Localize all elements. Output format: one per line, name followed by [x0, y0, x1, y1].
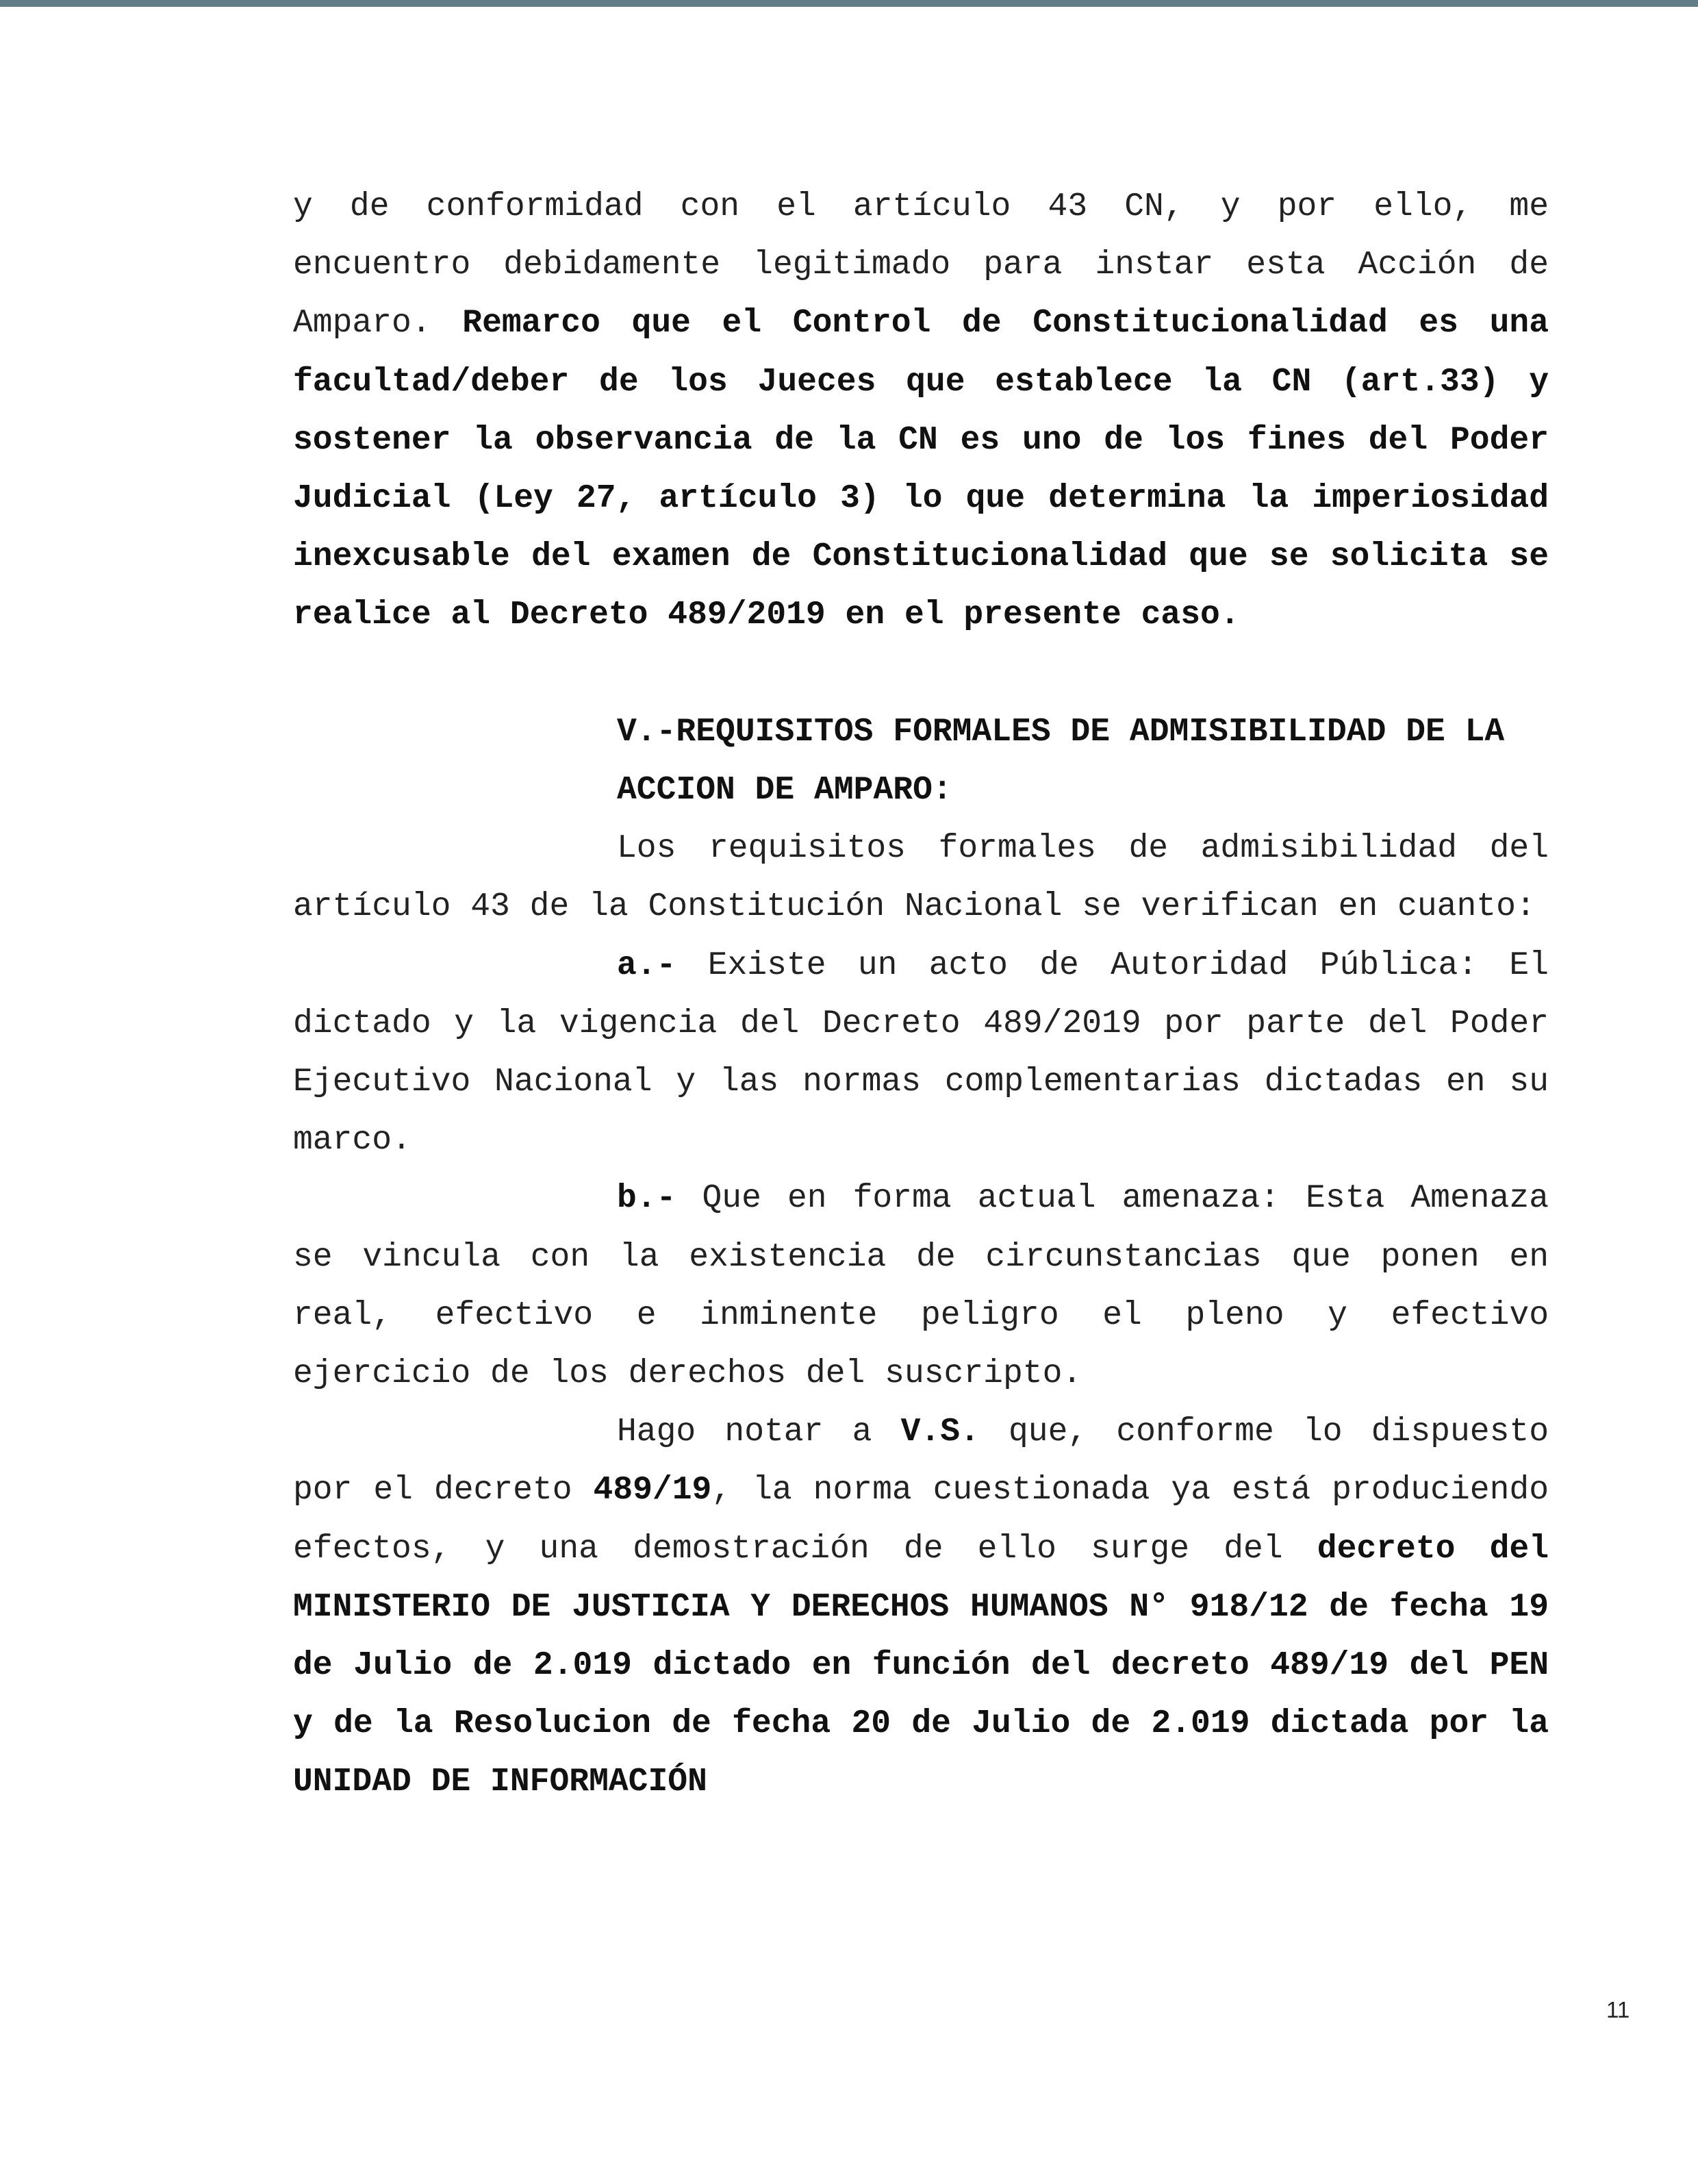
paragraph-legitimacy-bold: Remarco que el Control de Constitucionalidad es una facultad/deber de los Jueces que establece la CN (art.33) y sostener la observancia de la CN es uno de los fines del Poder Judicial (Ley 27, artículo 3) lo que determina la imperiosidad inexcusable del examen de Constitucionalidad que se solicita se realice al Decreto 489/2019 en el presente caso. — [293, 305, 1549, 634]
item-b-marker: b.- — [617, 1180, 676, 1218]
page-number: 11 — [1606, 1997, 1630, 2022]
section-heading — [617, 703, 1549, 820]
paragraph-effects-decree: 489/19 — [593, 1472, 712, 1509]
top-border-bar — [0, 0, 1698, 7]
section-heading-line2: ACCION DE AMPARO: — [617, 772, 952, 809]
paragraph-effects-t3: , la norma cuestionada ya está produciendo efectos, y una demostración de ello surge del — [293, 1472, 1549, 1568]
paragraph-effects-t2: que, conforme lo dispuesto por el decreto — [293, 1414, 1549, 1509]
paragraph-legitimacy-text: y de conformidad con el artículo 43 CN, y por ello, me encuentro debidamente legitimado para instar esta Acción de Amparo. — [293, 188, 1549, 342]
paragraph-requirements: Los requisitos formales de admisibilidad del artículo 43 de la Constitución Nacional se verifican en cuanto: — [293, 830, 1549, 926]
paragraph-effects-vs: V.S. — [900, 1414, 980, 1451]
paragraph-effects-t1: Hago notar a — [617, 1414, 901, 1451]
item-a-text: Existe un acto de Autoridad Pública: El dictado y la vigencia del Decreto 489/2019 por parte del Poder Ejecutivo Nacional y las normas complementarias dictadas en su marco. — [293, 946, 1549, 1159]
paragraph-effects — [293, 1403, 1549, 1811]
item-a — [293, 937, 1549, 1170]
paragraph-effects-bold: decreto del MINISTERIO DE JUSTICIA Y DERECHOS HUMANOS N° 918/12 de fecha 19 de Julio de 2.019 dictado en función del decreto 489/19 del PEN y de la Resolucion de fecha 20 de Julio de 2.019 dictada por la UNIDAD DE INFORMACIÓN — [293, 1530, 1549, 1801]
item-b-text: Que en forma actual amenaza: Esta Amenaza se vincula con la existencia de circunstancias que ponen en real, efectivo e inminente peligro el pleno y efectivo ejercicio de los derechos del suscripto. — [293, 1180, 1549, 1393]
item-b — [293, 1170, 1549, 1403]
item-a-marker: a.- — [617, 946, 676, 984]
paragraph-legitimacy — [293, 178, 1549, 645]
section-heading-line1: V.-REQUISITOS FORMALES DE ADMISIBILIDAD DE LA — [617, 713, 1505, 751]
document-body — [293, 178, 1549, 1812]
